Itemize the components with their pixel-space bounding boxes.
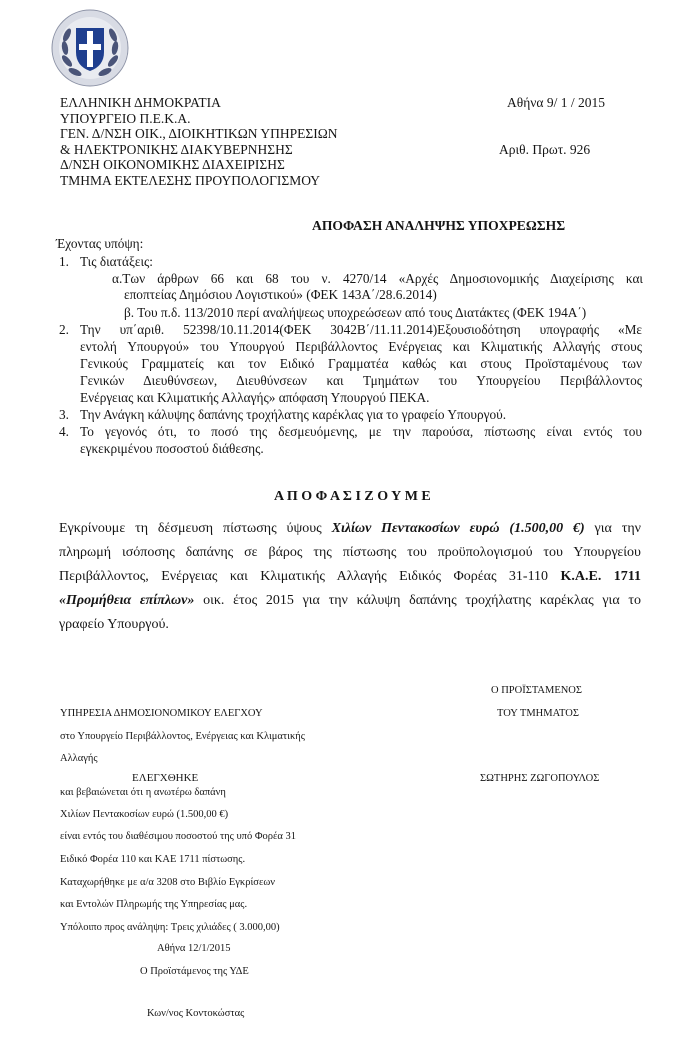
item-1b: β. Του π.δ. 113/2010 περί αναλήψεως υποχρεώσεων από τους Διατάκτες (ΦΕΚ 194Α΄) bbox=[124, 305, 587, 320]
audit-date: Αθήνα 12/1/2015 bbox=[157, 943, 231, 954]
audit-signer: Κων/νος Κοντοκώστας bbox=[147, 1008, 245, 1019]
audit-confirm: και βεβαιώνεται ότι η ανωτέρω δαπάνη bbox=[60, 787, 226, 798]
document-date: Αθήνα 9/ 1 / 2015 bbox=[507, 95, 605, 110]
item-4-line-2: εγκεκριμένου ποσοστού διάθεσης. bbox=[80, 441, 264, 456]
item-3-text: Την Ανάγκη κάλυψης δαπάνης τροχήλατης καρέκλας για το γραφείο Υπουργού. bbox=[80, 407, 507, 422]
issuer-header bbox=[60, 95, 338, 188]
item-1-number: 1. bbox=[59, 254, 69, 269]
header-line-2: ΥΠΟΥΡΓΕΙΟ Π.Ε.Κ.Α. bbox=[60, 110, 191, 126]
item-1a-line-2: εποπτείας Δημόσιου Λογιστικού» (ΦΕΚ 143Α΄/28.6.2014) bbox=[124, 287, 437, 302]
head-title-1: Ο ΠΡΟΪΣΤΑΜΕΝΟΣ bbox=[491, 685, 583, 696]
header-line-1: ΕΛΛΗΝΙΚΗ ΔΗΜΟΚΡΑΤΙΑ bbox=[60, 95, 221, 110]
audit-head: Ο Προϊστάμενος της ΥΔΕ bbox=[140, 966, 249, 977]
audit-service: ΥΠΗΡΕΣΙΑ ΔΗΜΟΣΙΟΝΟΜΙΚΟΥ ΕΛΕΓΧΟΥ bbox=[60, 708, 263, 719]
item-2-line-5: Ενέργειας και Κλιματικής Αλλαγής» απόφαση Υπουργού ΠΕΚΑ. bbox=[80, 390, 430, 405]
audit-ministry-line-1: στο Υπουργείο Περιβάλλοντος, Ενέργειας και Κλιματικής bbox=[60, 731, 305, 742]
item-2-line-1: Την υπ΄αριθ. 52398/10.11.2014(ΦΕΚ 3042Β΄/11.11.2014)Εξουσιοδότηση υπογραφής «Με bbox=[80, 322, 642, 337]
item-1a-line-1: α.Των άρθρων 66 και 68 του ν. 4270/14 «Αρχές Δημοσιονομικής Διαχείρισης και bbox=[112, 271, 643, 286]
audit-amount: Χιλίων Πεντακοσίων ευρώ (1.500,00 €) bbox=[60, 809, 229, 820]
decide-heading: Α Π Ο Φ Α Σ Ι Ζ Ο Υ Μ Ε bbox=[274, 489, 431, 504]
audit-registered-line-1: Καταχωρήθηκε με α/α 3208 στο Βιβλίο Εγκρίσεων bbox=[60, 877, 276, 888]
audit-within-line-2: Ειδικό Φορέα 110 και ΚΑΕ 1711 πίστωσης. bbox=[60, 854, 246, 865]
decision-body-line-5: γραφείο Υπουργού. bbox=[59, 617, 169, 632]
decision-text: Περιβάλλοντος, Ενέργειας και Κλιματικής Αλλαγής Ειδικός Φορέας 31-110 bbox=[59, 569, 561, 584]
item-2-number: 2. bbox=[59, 322, 69, 337]
item-2-line-3: Γενικούς Γραμματείς και τον Ειδικό Γραμματέα καθώς και στους Προϊσταμένους των bbox=[80, 356, 642, 371]
decision-body-line-1 bbox=[59, 521, 641, 537]
amount-bold: Χιλίων Πεντακοσίων ευρώ (1.500,00 €) bbox=[331, 521, 585, 536]
decision-body-line-3 bbox=[59, 569, 641, 585]
considering-label: Έχοντας υπόψη: bbox=[56, 236, 144, 251]
decision-text: οικ. έτος 2015 για την κάλυψη δαπάνης τροχήλατης καρέκλας για το bbox=[194, 593, 641, 608]
audit-within-line-1: είναι εντός του διαθέσιμου ποσοστού της υπό Φορέα 31 bbox=[60, 831, 297, 842]
item-4-number: 4. bbox=[59, 424, 69, 439]
item-4-line-1: Το γεγονός ότι, το ποσό της δεσμευόμενης, με την παρούσα, πίστωσης είναι εντός του bbox=[80, 424, 642, 439]
header-line-4: & ΗΛΕΚΤΡΟΝΙΚΗΣ ΔΙΑΚΥΒΕΡΝΗΣΗΣ bbox=[60, 141, 293, 157]
decision-body-line-2: πληρωμή ισόποσης δαπάνης σε βάρος της πίστωσης του προϋπολογισμού του Υπουργείου bbox=[59, 545, 641, 560]
item-2-line-4: Γενικών Διευθύνσεων, Διευθύνσεων και Τμημάτων του Υπουργείου Περιβάλλοντος bbox=[80, 373, 642, 388]
coat-of-arms-emblem bbox=[50, 8, 130, 88]
item-3-number: 3. bbox=[59, 407, 69, 422]
protocol-number: Αριθ. Πρωτ. 926 bbox=[499, 142, 591, 157]
header-line-5: Δ/ΝΣΗ ΟΙΚΟΝΟΜΙΚΗΣ ΔΙΑΧΕΙΡΙΣΗΣ bbox=[60, 157, 285, 172]
item-2-line-2: εντολή Υπουργού» του Υπουργού Περιβάλλοντος Ενέργειας και Κλιματικής Αλλαγής στους bbox=[80, 339, 642, 354]
head-name: ΣΩΤΗΡΗΣ ΖΩΓΟΠΟΥΛΟΣ bbox=[480, 773, 600, 784]
header-line-3: ΓΕΝ. Δ/ΝΣΗ ΟΙΚ., ΔΙΟΙΚΗΤΙΚΩΝ ΥΠΗΡΕΣΙΩΝ bbox=[60, 126, 338, 141]
decision-text: για την bbox=[584, 521, 641, 536]
audit-checked: ΕΛΕΓΧΘΗΚΕ bbox=[132, 772, 199, 784]
audit-balance: Υπόλοιπο προς ανάληψη: Τρεις χιλιάδες ( 3.000,00) bbox=[60, 922, 280, 933]
head-title-2: ΤΟΥ ΤΜΗΜΑΤΟΣ bbox=[497, 708, 579, 719]
supplies-bold: «Προμήθεια επίπλων» bbox=[59, 593, 195, 608]
kae-bold: Κ.Α.Ε. 1711 bbox=[560, 569, 641, 584]
audit-ministry-line-2: Αλλαγής bbox=[60, 753, 98, 764]
header-line-6: ΤΜΗΜΑ ΕΚΤΕΛΕΣΗΣ ΠΡΟΥΠΟΛΟΓΙΣΜΟΥ bbox=[60, 172, 321, 188]
audit-registered-line-2: και Εντολών Πληρωμής της Υπηρεσίας μας. bbox=[60, 899, 248, 910]
decision-text: Εγκρίνουμε τη δέσμευση πίστωσης ύψους bbox=[59, 521, 332, 536]
decision-title: ΑΠΟΦΑΣΗ ΑΝΑΛΗΨΗΣ ΥΠΟΧΡΕΩΣΗΣ bbox=[312, 218, 566, 233]
item-1-text: Τις διατάξεις: bbox=[80, 254, 153, 269]
decision-body-line-4 bbox=[59, 593, 641, 609]
